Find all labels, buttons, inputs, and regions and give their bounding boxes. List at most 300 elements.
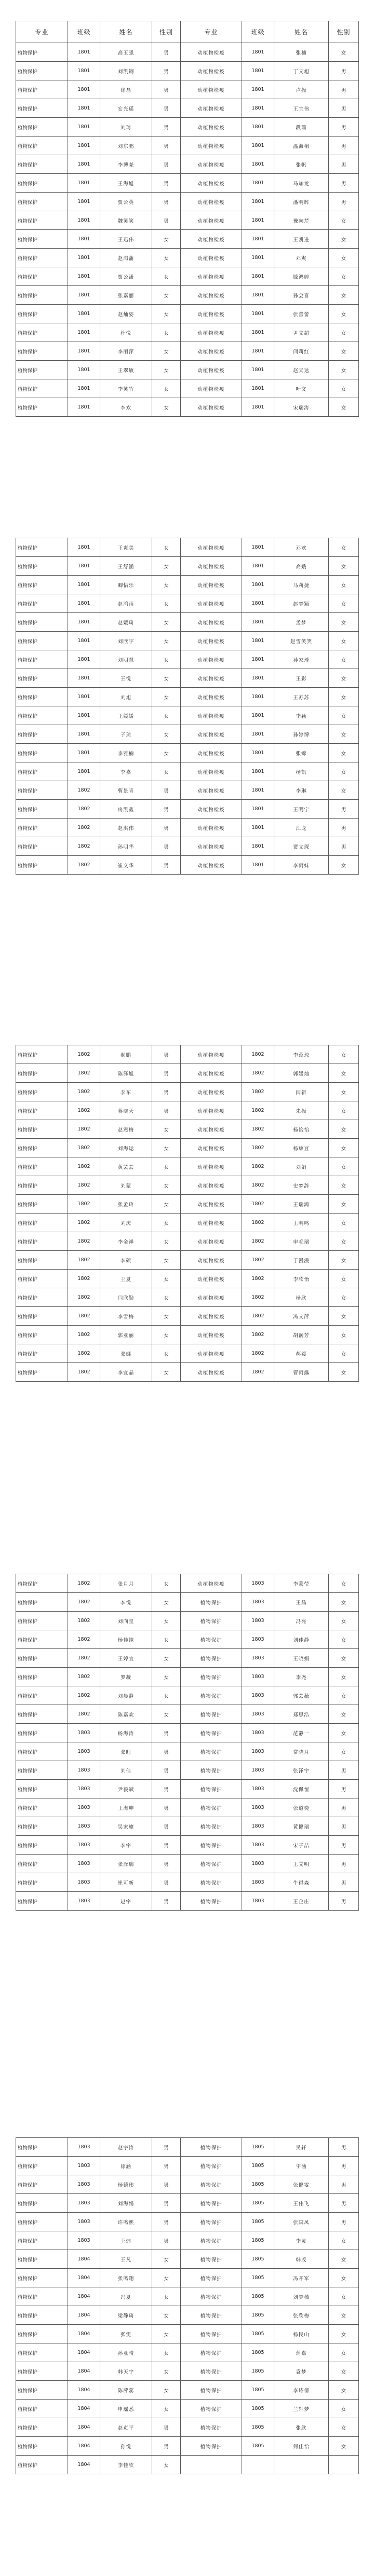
major-cell: 植物保护 — [16, 1157, 68, 1176]
gender-cell: 女 — [152, 1288, 181, 1307]
table-row — [16, 1612, 359, 1630]
table-row — [16, 2400, 359, 2418]
class-cell-right: 1801 — [242, 43, 274, 62]
name-cell-right: 滕鸿婷 — [274, 267, 329, 286]
class-cell: 1801 — [68, 211, 100, 230]
major-cell-right: 植物保护 — [181, 2250, 242, 2269]
name-cell-right: 杨怡怡 — [274, 1120, 329, 1139]
name-cell-right: 冯开军 — [274, 2269, 329, 2287]
name-cell: 赵宇涛 — [100, 2138, 152, 2157]
table-row — [16, 1761, 359, 1780]
table-row — [16, 1705, 359, 1724]
major-cell: 植物保护 — [16, 193, 68, 211]
class-cell: 1803 — [68, 1873, 100, 1892]
class-cell-right: 1801 — [242, 193, 274, 211]
name-cell: 赵鸿蒲 — [100, 249, 152, 267]
gender-cell: 男 — [152, 1101, 181, 1120]
class-cell-right: 1801 — [242, 379, 274, 398]
table-row — [16, 2175, 359, 2194]
gender-cell-right: 女 — [329, 2269, 359, 2287]
name-cell-right: 李蒙莹 — [274, 1574, 329, 1593]
gender-cell: 女 — [152, 762, 181, 781]
gender-cell-right: 女 — [329, 249, 359, 267]
name-cell: 刘庆 — [100, 1214, 152, 1232]
table-row — [16, 706, 359, 725]
gender-cell: 女 — [152, 1344, 181, 1363]
major-cell: 植物保护 — [16, 1892, 68, 1911]
major-cell: 植物保护 — [16, 1288, 68, 1307]
name-cell-right: 冯文萍 — [274, 1307, 329, 1326]
name-cell-right: 兰轩梦 — [274, 2400, 329, 2418]
name-cell: 房凯鑫 — [100, 800, 152, 819]
major-cell: 植物保护 — [16, 80, 68, 99]
table-row — [16, 1798, 359, 1817]
gender-cell-right: 女 — [329, 538, 359, 557]
gender-cell-right: 男 — [329, 99, 359, 118]
gender-cell-right: 女 — [329, 286, 359, 305]
class-cell-right: 1803 — [242, 1593, 274, 1612]
table-row — [16, 2418, 359, 2437]
gender-cell-right: 女 — [329, 1120, 359, 1139]
gender-cell: 男 — [152, 2213, 181, 2231]
major-cell: 植物保护 — [16, 632, 68, 650]
major-cell-right: 植物保护 — [181, 2157, 242, 2175]
major-cell-right: 动植物检疫 — [181, 286, 242, 305]
major-cell-right: 植物保护 — [181, 1798, 242, 1817]
gender-cell-right: 女 — [329, 1195, 359, 1214]
major-cell-right: 动植物检疫 — [181, 744, 242, 762]
class-cell-right: 1801 — [242, 819, 274, 837]
major-cell: 植物保护 — [16, 2231, 68, 2250]
gender-cell-right: 男 — [329, 174, 359, 193]
name-cell-right: 韩茂 — [274, 2250, 329, 2269]
name-cell-right: 胡润芳 — [274, 1326, 329, 1344]
gender-cell-right: 女 — [329, 1344, 359, 1363]
table-row — [16, 2157, 359, 2175]
class-cell: 1801 — [68, 576, 100, 594]
name-cell-right: 尹文超 — [274, 323, 329, 342]
class-cell-right: 1802 — [242, 1045, 274, 1064]
name-cell: 孙亚晴 — [100, 2343, 152, 2362]
name-cell-right: 黄健瑞 — [274, 1817, 329, 1836]
name-cell: 张孟玲 — [100, 1195, 152, 1214]
gender-cell: 女 — [152, 249, 181, 267]
major-cell: 植物保护 — [16, 230, 68, 249]
name-cell-right: 常晓月 — [274, 1742, 329, 1761]
class-cell-right: 1803 — [242, 1798, 274, 1817]
table-row — [16, 249, 359, 267]
class-cell: 1801 — [68, 725, 100, 744]
gender-cell: 女 — [152, 594, 181, 613]
gender-cell: 男 — [152, 193, 181, 211]
class-cell-right: 1805 — [242, 2157, 274, 2175]
name-cell: 张雯 — [100, 2325, 152, 2343]
class-cell-right: 1801 — [242, 632, 274, 650]
class-cell: 1802 — [68, 1139, 100, 1157]
class-cell: 1801 — [68, 137, 100, 155]
class-cell: 1803 — [68, 1855, 100, 1873]
table-row — [16, 725, 359, 744]
class-cell: 1804 — [68, 2269, 100, 2287]
table-row — [16, 323, 359, 342]
major-cell-right: 动植物检疫 — [181, 1270, 242, 1288]
gender-cell-right: 女 — [329, 2343, 359, 2362]
name-cell: 赵贞平 — [100, 2418, 152, 2437]
gender-cell-right: 女 — [329, 688, 359, 706]
table-row — [16, 99, 359, 118]
table-row — [16, 856, 359, 875]
gender-cell: 男 — [152, 155, 181, 174]
major-cell: 植物保护 — [16, 1307, 68, 1326]
class-cell-right: 1801 — [242, 137, 274, 155]
table-row — [16, 2362, 359, 2381]
table-row — [16, 837, 359, 856]
gender-cell-right: 男 — [329, 1836, 359, 1855]
name-cell: 蒋晓天 — [100, 1101, 152, 1120]
major-cell: 植物保护 — [16, 819, 68, 837]
major-cell: 植物保护 — [16, 2157, 68, 2175]
major-cell: 植物保护 — [16, 1612, 68, 1630]
major-cell-right: 植物保护 — [181, 2138, 242, 2157]
class-cell: 1801 — [68, 744, 100, 762]
name-cell-right: 李尧 — [274, 1668, 329, 1686]
table-row — [16, 1574, 359, 1593]
gender-cell: 男 — [152, 1724, 181, 1742]
gender-cell: 女 — [152, 267, 181, 286]
class-cell-right: 1801 — [242, 80, 274, 99]
gender-cell: 女 — [152, 1705, 181, 1724]
gender-cell-right: 女 — [329, 1083, 359, 1101]
class-cell-right: 1803 — [242, 1612, 274, 1630]
class-cell: 1803 — [68, 1761, 100, 1780]
name-cell-right: 王彩 — [274, 669, 329, 688]
name-cell: 杜悦 — [100, 323, 152, 342]
name-cell: 李雪梅 — [100, 1307, 152, 1326]
major-cell-right: 植物保护 — [181, 1855, 242, 1873]
gender-cell: 男 — [152, 2157, 181, 2175]
name-cell: 孙悦 — [100, 2437, 152, 2456]
class-cell-right: 1805 — [242, 2231, 274, 2250]
class-cell-right: 1801 — [242, 323, 274, 342]
gender-cell-right: 女 — [329, 856, 359, 875]
major-cell: 植物保护 — [16, 1083, 68, 1101]
table-row — [16, 1649, 359, 1668]
class-cell: 1801 — [68, 286, 100, 305]
gender-cell: 男 — [152, 2437, 181, 2456]
major-cell-right: 动植物检疫 — [181, 1157, 242, 1176]
class-cell-right: 1805 — [242, 2343, 274, 2362]
name-cell-right: 王明鸣 — [274, 1214, 329, 1232]
class-cell: 1801 — [68, 632, 100, 650]
table-row — [16, 267, 359, 286]
class-cell: 1802 — [68, 1612, 100, 1630]
gender-cell: 女 — [152, 650, 181, 669]
gender-cell-right: 女 — [329, 781, 359, 800]
class-cell: 1801 — [68, 613, 100, 632]
major-cell-right: 植物保护 — [181, 2343, 242, 2362]
table-row — [16, 1157, 359, 1176]
table-row — [16, 1817, 359, 1836]
class-cell-right: 1801 — [242, 305, 274, 323]
name-cell-right: 范静一 — [274, 1724, 329, 1742]
name-cell: 王婷宜 — [100, 1649, 152, 1668]
major-cell-right: 动植物检疫 — [181, 762, 242, 781]
gender-cell: 女 — [152, 2343, 181, 2362]
name-cell: 刘旭 — [100, 688, 152, 706]
major-cell: 植物保护 — [16, 1668, 68, 1686]
name-cell: 崔文华 — [100, 856, 152, 875]
name-cell: 张旺 — [100, 1742, 152, 1761]
table-row — [16, 118, 359, 137]
class-cell-right: 1803 — [242, 1630, 274, 1649]
table-row — [16, 594, 359, 613]
name-cell-right: 闫新 — [274, 1083, 329, 1101]
name-cell-right: 于漫漫 — [274, 1251, 329, 1270]
table-row — [16, 1780, 359, 1798]
name-cell: 陈嘉欢 — [100, 1705, 152, 1724]
major-cell: 植物保护 — [16, 688, 68, 706]
major-cell-right: 动植物检疫 — [181, 1288, 242, 1307]
major-cell: 植物保护 — [16, 1705, 68, 1724]
major-cell: 植物保护 — [16, 305, 68, 323]
name-cell-right: 李欣怡 — [274, 1270, 329, 1288]
name-cell: 刘蒙 — [100, 1176, 152, 1195]
name-cell: 王舒涵 — [100, 557, 152, 576]
major-cell: 植物保护 — [16, 837, 68, 856]
major-cell: 植物保护 — [16, 1649, 68, 1668]
gender-cell: 男 — [152, 1836, 181, 1855]
table-row — [16, 2381, 359, 2400]
table-row — [16, 155, 359, 174]
major-cell-right: 植物保护 — [181, 2231, 242, 2250]
gender-cell-right: 女 — [329, 1232, 359, 1251]
name-cell: 陈泽旭 — [100, 1064, 152, 1083]
major-cell-right: 植物保护 — [181, 1742, 242, 1761]
name-cell: 赵灿姿 — [100, 305, 152, 323]
gender-cell-right: 女 — [329, 323, 359, 342]
class-cell-right: 1801 — [242, 706, 274, 725]
major-cell-right: 动植物检疫 — [181, 323, 242, 342]
name-cell: 赵鸿雨 — [100, 594, 152, 613]
major-cell: 植物保护 — [16, 594, 68, 613]
gender-cell-right: 女 — [329, 1593, 359, 1612]
gender-cell-right: 男 — [329, 1817, 359, 1836]
gender-cell: 女 — [152, 379, 181, 398]
major-cell-right: 植物保护 — [181, 2381, 242, 2400]
class-cell: 1802 — [68, 1045, 100, 1064]
major-cell: 植物保护 — [16, 744, 68, 762]
class-cell-right: 1801 — [242, 155, 274, 174]
gender-cell-right: 女 — [329, 613, 359, 632]
table-row — [16, 744, 359, 762]
class-cell: 1802 — [68, 1344, 100, 1363]
major-cell: 植物保护 — [16, 706, 68, 725]
gender-cell: 男 — [152, 1045, 181, 1064]
name-cell: 李金禅 — [100, 1232, 152, 1251]
name-cell: 梁静琦 — [100, 2306, 152, 2325]
class-cell: 1802 — [68, 800, 100, 819]
class-cell: 1803 — [68, 1724, 100, 1742]
gender-cell-right: 女 — [329, 1288, 359, 1307]
table-row — [16, 342, 359, 361]
class-cell-right: 1801 — [242, 725, 274, 744]
name-cell: 赵震梅 — [100, 1120, 152, 1139]
class-cell-right: 1805 — [242, 2306, 274, 2325]
major-cell: 植物保护 — [16, 1064, 68, 1083]
class-cell: 1802 — [68, 1630, 100, 1649]
class-cell: 1804 — [68, 2418, 100, 2437]
class-cell-right: 1802 — [242, 1157, 274, 1176]
gender-cell-right: 女 — [329, 2437, 359, 2456]
class-cell: 1802 — [68, 1288, 100, 1307]
major-cell-right: 动植物检疫 — [181, 193, 242, 211]
name-cell-right — [274, 2456, 329, 2474]
table-row — [16, 1101, 359, 1120]
roster-table-1 — [16, 21, 359, 417]
gender-cell: 女 — [152, 632, 181, 650]
name-cell-right: 张帆 — [274, 155, 329, 174]
major-cell-right: 动植物检疫 — [181, 1307, 242, 1326]
gender-cell: 男 — [152, 99, 181, 118]
class-cell: 1801 — [68, 230, 100, 249]
class-cell: 1801 — [68, 706, 100, 725]
name-cell: 李笑竹 — [100, 379, 152, 398]
class-cell: 1803 — [68, 2157, 100, 2175]
name-cell: 刘欣宇 — [100, 632, 152, 650]
class-cell-right: 1801 — [242, 62, 274, 80]
table-row — [16, 1251, 359, 1270]
major-cell: 植物保护 — [16, 2418, 68, 2437]
name-cell-right: 史梦辞 — [274, 1176, 329, 1195]
header-cell: 性别 — [152, 21, 181, 43]
name-cell-right: 冯亮 — [274, 1612, 329, 1630]
major-cell-right: 植物保护 — [181, 2269, 242, 2287]
major-cell: 植物保护 — [16, 781, 68, 800]
class-cell-right: 1801 — [242, 781, 274, 800]
major-cell: 植物保护 — [16, 342, 68, 361]
table-row — [16, 2287, 359, 2306]
class-cell: 1801 — [68, 80, 100, 99]
class-cell-right: 1805 — [242, 2287, 274, 2306]
gender-cell-right: 女 — [329, 1064, 359, 1083]
major-cell-right: 植物保护 — [181, 2437, 242, 2456]
major-cell: 植物保护 — [16, 1686, 68, 1705]
class-cell-right: 1803 — [242, 1668, 274, 1686]
class-cell-right: 1805 — [242, 2381, 274, 2400]
major-cell: 植物保护 — [16, 2194, 68, 2213]
major-cell-right: 动植物检疫 — [181, 650, 242, 669]
name-cell-right: 袁梦 — [274, 2362, 329, 2381]
name-cell-right: 高娥 — [274, 557, 329, 576]
gender-cell-right: 女 — [329, 1574, 359, 1593]
class-cell: 1803 — [68, 2213, 100, 2231]
gender-cell: 男 — [152, 211, 181, 230]
class-cell-right: 1803 — [242, 1724, 274, 1742]
major-cell-right: 植物保护 — [181, 1686, 242, 1705]
class-cell-right: 1802 — [242, 1288, 274, 1307]
gender-cell: 女 — [152, 1574, 181, 1593]
table-row — [16, 538, 359, 557]
gender-cell-right: 男 — [329, 1780, 359, 1798]
class-cell-right: 1801 — [242, 118, 274, 137]
class-cell-right: 1801 — [242, 398, 274, 417]
class-cell-right: 1805 — [242, 2362, 274, 2381]
class-cell-right: 1802 — [242, 1064, 274, 1083]
table-row — [16, 1892, 359, 1911]
class-cell: 1801 — [68, 99, 100, 118]
class-cell: 1801 — [68, 538, 100, 557]
class-cell-right: 1801 — [242, 856, 274, 875]
name-cell: 王炜 — [100, 2231, 152, 2250]
name-cell: 李佳欣 — [100, 2456, 152, 2474]
name-cell: 李东 — [100, 1083, 152, 1101]
class-cell-right: 1803 — [242, 1836, 274, 1855]
table-row — [16, 1873, 359, 1892]
name-cell: 黄芸芸 — [100, 1157, 152, 1176]
class-cell: 1802 — [68, 1593, 100, 1612]
name-cell-right: 何佳怡 — [274, 2437, 329, 2456]
class-cell: 1802 — [68, 1705, 100, 1724]
class-cell-right: 1805 — [242, 2250, 274, 2269]
table-row — [16, 1344, 359, 1363]
name-cell: 刘海娟 — [100, 2194, 152, 2213]
class-cell-right: 1802 — [242, 1101, 274, 1120]
class-cell: 1803 — [68, 2231, 100, 2250]
class-cell-right: 1803 — [242, 1892, 274, 1911]
table-row — [16, 230, 359, 249]
table-row — [16, 1214, 359, 1232]
major-cell-right: 动植物检疫 — [181, 1195, 242, 1214]
class-cell-right: 1805 — [242, 2418, 274, 2437]
major-cell: 植物保护 — [16, 99, 68, 118]
class-cell-right: 1802 — [242, 1307, 274, 1326]
name-cell-right: 蒲嘉 — [274, 2343, 329, 2362]
table-row — [16, 669, 359, 688]
class-cell: 1802 — [68, 1326, 100, 1344]
major-cell-right: 动植物检疫 — [181, 398, 242, 417]
name-cell: 李嘉 — [100, 762, 152, 781]
name-cell-right: 刘佳静 — [274, 1630, 329, 1649]
table-row — [16, 650, 359, 669]
name-cell: 王迅伟 — [100, 230, 152, 249]
gender-cell: 女 — [152, 286, 181, 305]
name-cell-right: 宇涵 — [274, 2157, 329, 2175]
major-cell-right: 动植物检疫 — [181, 1120, 242, 1139]
major-cell-right: 植物保护 — [181, 1761, 242, 1780]
gender-cell: 男 — [152, 43, 181, 62]
name-cell: 李博尧 — [100, 155, 152, 174]
class-cell-right: 1805 — [242, 2437, 274, 2456]
class-cell: 1802 — [68, 837, 100, 856]
name-cell-right: 张锦 — [274, 744, 329, 762]
gender-cell-right: 女 — [329, 1326, 359, 1344]
name-cell: 李悦 — [100, 1593, 152, 1612]
table-row — [16, 211, 359, 230]
major-cell: 植物保护 — [16, 538, 68, 557]
major-cell-right: 植物保护 — [181, 2362, 242, 2381]
major-cell: 植物保护 — [16, 398, 68, 417]
class-cell: 1804 — [68, 2381, 100, 2400]
gender-cell: 男 — [152, 781, 181, 800]
major-cell-right: 动植物检疫 — [181, 725, 242, 744]
gender-cell-right: 女 — [329, 1045, 359, 1064]
gender-cell: 男 — [152, 819, 181, 837]
gender-cell-right: 女 — [329, 762, 359, 781]
class-cell-right: 1803 — [242, 1761, 274, 1780]
name-cell: 赵宇 — [100, 1892, 152, 1911]
major-cell-right: 动植物检疫 — [181, 1101, 242, 1120]
name-cell-right: 郭媛灿 — [274, 1064, 329, 1083]
